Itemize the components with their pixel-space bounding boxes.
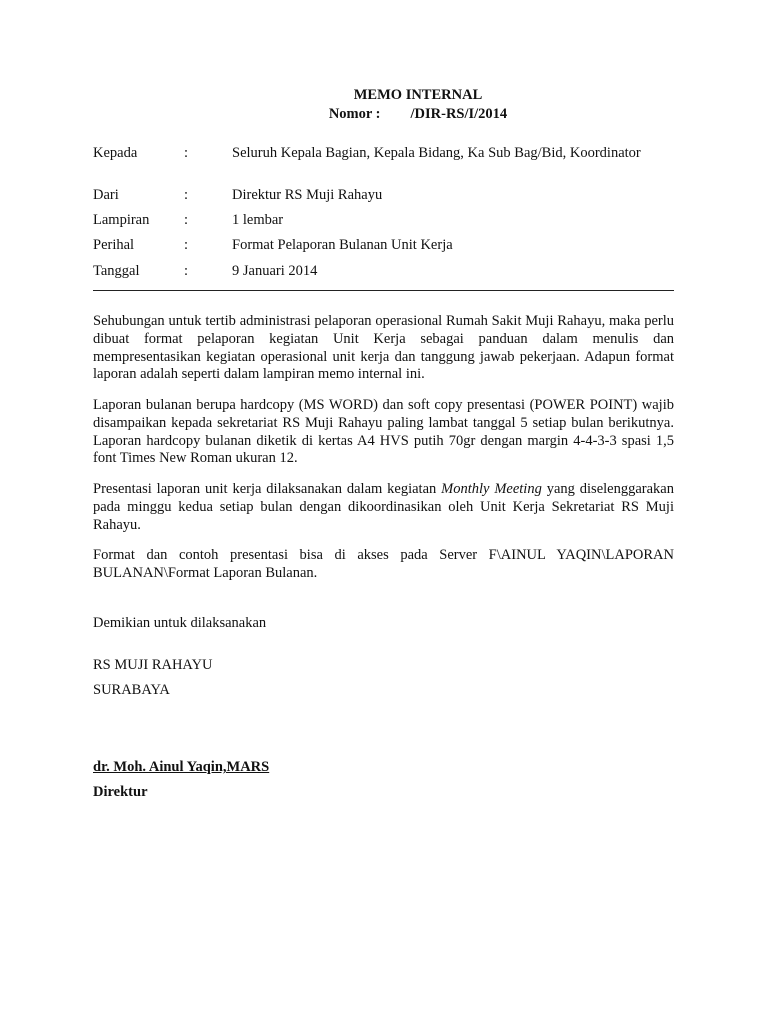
- closing-text: Demikian untuk dilaksanakan: [93, 615, 267, 631]
- meta-separator: :: [184, 237, 189, 253]
- memo-number-value: /DIR-RS/I/2014: [410, 106, 508, 122]
- meta-label-lampiran: Lampiran: [93, 212, 150, 228]
- meta-separator: :: [184, 187, 189, 203]
- meta-label-kepada: Kepada: [93, 145, 138, 161]
- meta-label-perihal: Perihal: [93, 237, 135, 253]
- header-divider: [93, 290, 674, 291]
- body-paragraph-4: Format dan contoh presentasi bisa di akses pada Server F\AINUL YAQIN\LAPORAN BULANAN\Format Laporan Bulanan.: [93, 547, 674, 581]
- meta-value-perihal: Format Pelaporan Bulanan Unit Kerja: [232, 237, 453, 253]
- memo-title: MEMO INTERNAL: [353, 87, 483, 103]
- meta-value-lampiran: 1 lembar: [232, 212, 284, 228]
- meta-value-dari: Direktur RS Muji Rahayu: [232, 187, 383, 203]
- signatory-role: Direktur: [93, 784, 148, 800]
- meta-value-tanggal: 9 Januari 2014: [232, 263, 318, 279]
- signatory-name: dr. Moh. Ainul Yaqin,MARS: [93, 759, 270, 775]
- signature-org: RS MUJI RAHAYU: [93, 657, 213, 673]
- meta-separator: :: [184, 145, 189, 161]
- body-paragraph-3-start: Presentasi laporan unit kerja dilaksanakan dalam kegiatan: [93, 481, 442, 497]
- body-paragraph-1: Sehubungan untuk tertib administrasi pelaporan operasional Rumah Sakit Muji Rahayu, maka perlu dibuat format pelaporan kegiatan Unit Kerja sebagai panduan dalam menulis dan mempresentasikan kegiatan operasional unit kerja dan tanggung jawab pekerjaan. Adapun format laporan adalah seperti dalam lampiran memo internal ini.: [93, 313, 674, 383]
- signature-city: SURABAYA: [93, 682, 170, 698]
- memo-number: [34, 106, 768, 123]
- memo-number-label: Nomor :: [328, 106, 381, 122]
- meta-separator: :: [184, 263, 189, 279]
- monthly-meeting-text: Monthly Meeting: [441, 481, 542, 497]
- body-paragraph-3: [93, 481, 674, 534]
- body-paragraph-2: Laporan bulanan berupa hardcopy (MS WORD) dan soft copy presentasi (POWER POINT) wajib disampaikan kepada sekretariat RS Muji Rahayu paling lambat tanggal 5 setiap bulan berikutnya. Laporan hardcopy bulanan diketik di kertas A4 HVS putih 70gr dengan margin 4-4-3-3 spasi 1,5 font Times New Roman ukuran 12.: [93, 397, 674, 467]
- meta-label-tanggal: Tanggal: [93, 263, 140, 279]
- body-paragraph-3-end: yang diselenggarakan pada minggu kedua setiap bulan dengan dikoordinasikan oleh Unit Kerja Sekretariat RS Muji Rahayu.: [93, 481, 674, 533]
- meta-value-kepada: Seluruh Kepala Bagian, Kepala Bidang, Ka Sub Bag/Bid, Koordinator: [232, 145, 641, 161]
- meta-separator: :: [184, 212, 189, 228]
- meta-label-dari: Dari: [93, 187, 119, 203]
